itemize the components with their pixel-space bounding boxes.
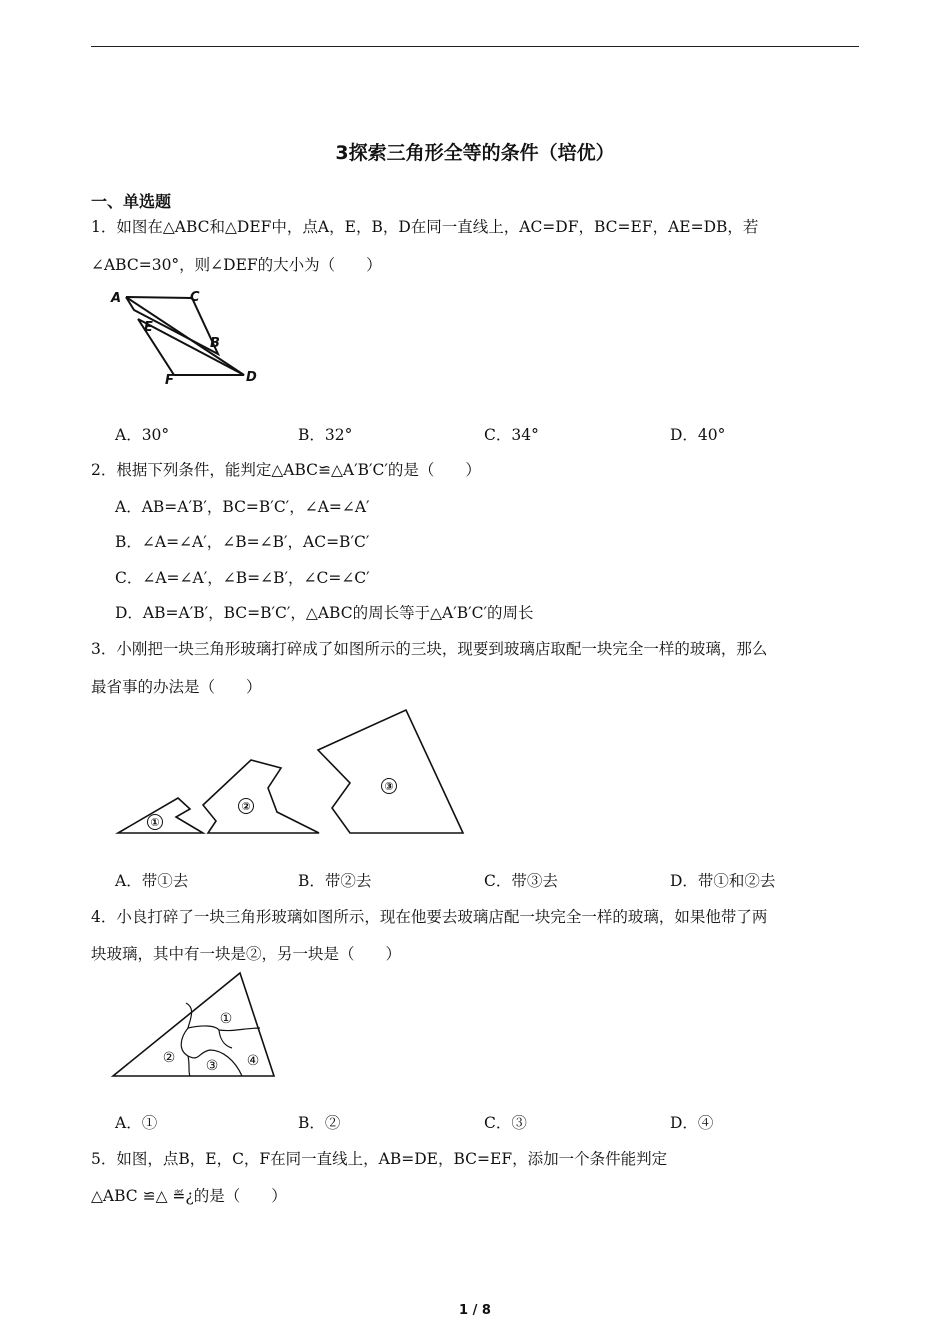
q4-crack-4: [188, 1056, 190, 1076]
q4-option-c[interactable]: C．③: [484, 1114, 527, 1132]
q1-figure: [108, 286, 268, 391]
q4-option-d[interactable]: D．④: [670, 1114, 714, 1132]
q3-label-piece-2: ②: [241, 800, 251, 813]
q4-option-a[interactable]: A．①: [115, 1114, 158, 1132]
page-number: 1 / 8: [459, 1303, 491, 1318]
q2-option-d[interactable]: D．AB=A′B′，BC=B′C′，△ABC的周长等于△A′B′C′的周长: [115, 604, 534, 622]
q1-label-d: D: [246, 370, 257, 385]
q2-text-line1: 2．根据下列条件，能判定△ABC≌△A′B′C′的是（ ）: [91, 461, 481, 479]
q3-piece-2: [203, 760, 319, 833]
q3-option-b[interactable]: B．带②去: [298, 872, 372, 890]
q4-figure: [110, 970, 280, 1080]
q3-option-c[interactable]: C．带③去: [484, 872, 558, 890]
q5-text-line2: △ABC ≌△ ≝¿的是（ ）: [91, 1187, 287, 1205]
q4-label-piece-1: ①: [219, 1011, 233, 1027]
q4-option-b[interactable]: B．②: [298, 1114, 341, 1132]
q4-label-piece-3: ③: [205, 1058, 219, 1074]
q1-label-a: A: [111, 291, 122, 306]
q1-label-b: B: [210, 336, 220, 351]
q2-option-a[interactable]: A．AB=A′B′，BC=B′C′，∠A=∠A′: [115, 498, 370, 516]
q1-line-aedb: [126, 297, 244, 375]
document-title: 3探索三角形全等的条件（培优）: [335, 142, 615, 164]
q1-option-b[interactable]: B．32°: [298, 426, 353, 444]
q1-label-f: F: [165, 373, 174, 388]
q1-triangle-def: [138, 319, 244, 375]
q1-text-line2: ∠ABC=30°，则∠DEF的大小为（ ）: [91, 256, 382, 274]
q2-option-b[interactable]: B．∠A=∠A′，∠B=∠B′，AC=B′C′: [115, 533, 370, 551]
q3-option-d[interactable]: D．带①和②去: [670, 872, 776, 890]
q3-text-line2: 最省事的办法是（ ）: [91, 678, 262, 696]
q4-crack-3: [219, 1030, 232, 1048]
q4-text-line2: 块玻璃，其中有一块是②，另一块是（ ）: [91, 945, 402, 963]
q1-label-e: E: [144, 320, 153, 335]
q3-option-a[interactable]: A．带①去: [115, 872, 189, 890]
q3-text-line1: 3．小刚把一块三角形玻璃打碎成了如图所示的三块，现要到玻璃店取配一块完全一样的玻璃，那么: [91, 640, 768, 658]
q1-option-c[interactable]: C．34°: [484, 426, 539, 444]
q3-piece-3: [318, 710, 463, 833]
q1-label-c: C: [190, 290, 200, 305]
q4-label-piece-4: ④: [246, 1053, 260, 1069]
q1-option-d[interactable]: D．40°: [670, 426, 726, 444]
q4-text-line1: 4．小良打碎了一块三角形玻璃如图所示，现在他要去玻璃店配一块完全一样的玻璃，如果他带了两: [91, 908, 768, 926]
q4-label-piece-2: ②: [162, 1050, 176, 1066]
q3-label-piece-3: ③: [384, 780, 394, 793]
header-rule: [91, 46, 859, 47]
q1-text-line1: 1．如图在△ABC和△DEF中，点A，E，B，D在同一直线上，AC=DF，BC=EF，AE=DB，若: [91, 218, 759, 236]
q1-option-a[interactable]: A．30°: [115, 426, 170, 444]
q3-figure: [110, 700, 470, 840]
q5-text-line1: 5．如图，点B，E，C，F在同一直线上，AB=DE，BC=EF，添加一个条件能判定: [91, 1150, 668, 1168]
q2-option-c[interactable]: C．∠A=∠A′，∠B=∠B′，∠C=∠C′: [115, 569, 370, 587]
section-heading: 一、单选题: [91, 192, 172, 211]
q3-label-piece-1: ①: [150, 816, 160, 829]
